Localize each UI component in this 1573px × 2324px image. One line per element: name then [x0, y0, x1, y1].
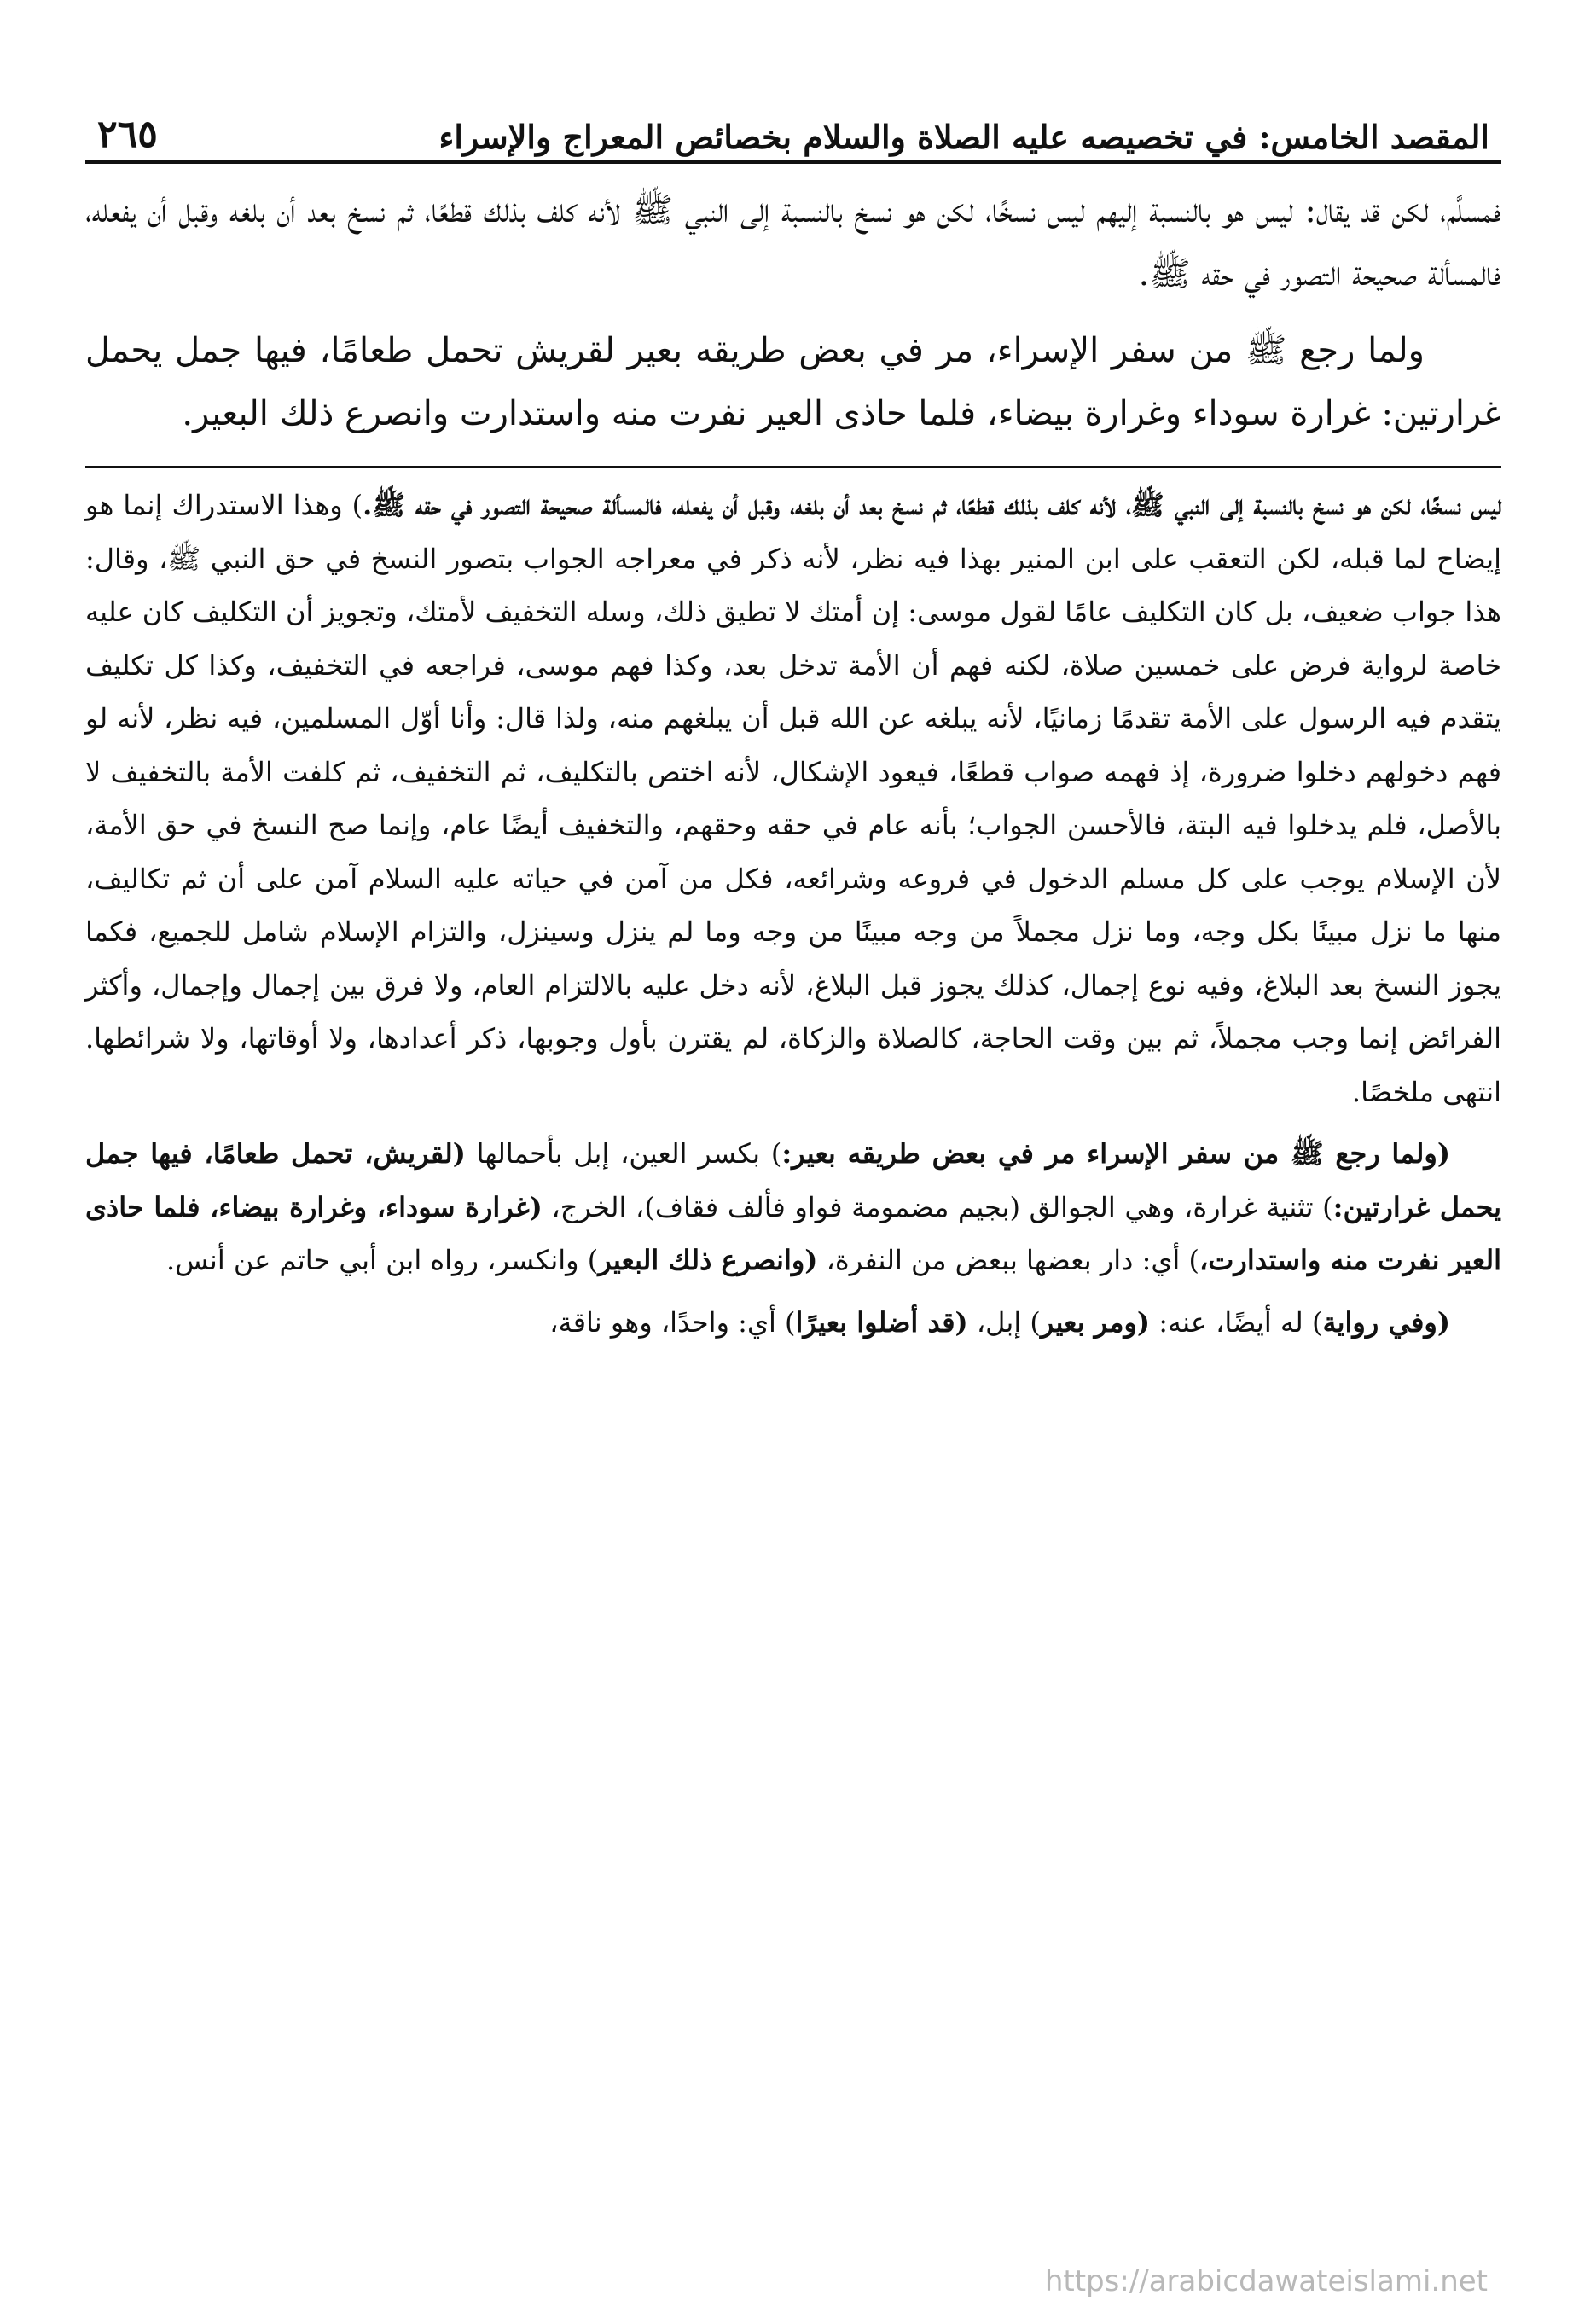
running-title: المقصد الخامس: في تخصيصه عليه الصلاة والسلام بخصائص المعراج والإسراء	[438, 118, 1489, 157]
commentary-text: ) إبل،	[967, 1305, 1041, 1339]
watermark: https://arabicdawateislami.net	[1044, 2264, 1488, 2298]
header-rule	[85, 160, 1501, 164]
commentary-quote: (لقريش، تحمل طعامًا، فيها جمل يحمل غرارتين:	[85, 1137, 1502, 1223]
main-paragraph: فمسلَّم، لكن قد يقال: ليس هو بالنسبة إليهم ليس نسخًا، لكن هو نسخ بالنسبة إلى النبي ﷺ لأنه كلف بذلك قطعًا، ثم نسخ بعد أن بلغه وقبل أن يفعله، فالمسألة صحيحة التصور في حقه ﷺ.	[85, 191, 1501, 293]
commentary-text: ) أي: دار بعضها ببعض من النفرة،	[817, 1244, 1199, 1276]
page-header	[85, 94, 1501, 155]
commentary-text: ) بكسر العين، إبل بأحمالها	[465, 1137, 782, 1170]
commentary-quote: (قد أضلوا بعيرًا	[795, 1305, 968, 1339]
commentary-text: ) أي: واحدًا، وهو ناقة،	[549, 1305, 796, 1339]
main-paragraph: ولما رجع ﷺ من سفر الإسراء، مر في بعض طريقه بعير لقريش تحمل طعامًا، فيها جمل يحمل غرارتين: غرارة سوداء وغرارة بيضاء، فلما حاذى العير نفرت منه واستدارت وانصرع ذلك البعير.	[85, 331, 1501, 433]
footnote-rule	[85, 466, 1501, 468]
commentary-quote: ليس نسخًا، لكن هو نسخ بالنسبة إلى النبي ﷺ، لأنه كلف بذلك قطعًا، ثم نسخ بعد أن بلغه، وقبل أن يفعله، فالمسألة صحيحة التصور في حقه ﷺ.	[363, 489, 1502, 521]
commentary-quote: (غرارة سوداء، وغرارة بيضاء، فلما حاذى العير نفرت منه واستدارت،	[85, 1190, 1501, 1276]
commentary-text: ) له أيضًا، عنه:	[1150, 1305, 1323, 1339]
commentary-paragraph	[85, 1127, 1501, 1287]
commentary-text: ) وانكسر، رواه ابن أبي حاتم عن أنس.	[165, 1244, 599, 1276]
commentary	[85, 479, 1501, 1349]
commentary-paragraph	[85, 1296, 1501, 1350]
commentary-quote: (وانصرع ذلك البعير	[598, 1244, 818, 1276]
page	[85, 94, 1501, 2278]
commentary-quote: (ومر بعير	[1040, 1305, 1151, 1339]
main-text	[85, 179, 1501, 445]
commentary-paragraph	[85, 479, 1501, 1118]
page-number: ٢٦٥	[97, 112, 158, 156]
commentary-quote: (ولما رجع ﷺ من سفر الإسراء مر في بعض طريقه بعير:	[781, 1137, 1451, 1170]
commentary-quote: (وفي رواية	[1322, 1305, 1450, 1339]
commentary-text: ) وهذا الاستدراك إنما هو إيضاح لما قبله، لكن التعقب على ابن المنير بهذا فيه نظر، لأنه ذكر في معراجه الجواب بتصور النسخ في حق النبي ﷺ، وقال: هذا جواب ضعيف، بل كان التكليف عامًا لقول موسى: إن أمتك لا تطيق ذلك، وسله التخفيف لأمتك، وتجويز أن التكليف كان عليه خاصة لرواية فرض على خمسين صلاة، لكنه فهم أن الأمة تدخل بعد، وكذا فهم موسى، فراجعه في التخفيف، وكذا كل تكليف يتقدم فيه الرسول على الأمة تقدمًا زمانيًا، لأنه يبلغه عن الله قبل أن يبلغهم منه، ولذا قال: وأنا أوّل المسلمين، فيه نظر، لأنه لو فهم دخولهم دخلوا ضرورة، إذ فهمه صواب قطعًا، فيعود الإشكال، لأنه اختص بالتكليف، ثم التخفيف، ثم كلفت الأمة بالتخفيف لا بالأصل، فلم يدخلوا فيه البتة، فالأحسن الجواب؛ بأنه عام في حقه وحقهم، والتخفيف أيضًا عام، وإنما صح النسخ في حق الأمة، لأن الإسلام يوجب على كل مسلم الدخول في فروعه وشرائعه، فكل من آمن في حياته عليه السلام آمن على أن ثم تكاليف، منها ما نزل مبينًا بكل وجه، وما نزل مجملاً من وجه مبينًا من وجه وما لم ينزل وسينزل، والتزام الإسلام شامل للجميع، فكما يجوز النسخ بعد البلاغ، وفيه نوع إجمال، كذلك يجوز قبل البلاغ، لأنه دخل عليه بالالتزام العام، ولا فرق بين إجمال وإجمال، وأكثر الفرائض إنما وجب مجملاً، ثم بين وقت الحاجة، كالصلاة والزكاة، لم يقترن بأول وجوبها، ذكر أعدادها، ولا أوقاتها، ولا شرائطها. انتهى ملخصًا.	[85, 489, 1502, 1108]
commentary-text: ) تثنية غرارة، وهي الجوالق (بجيم مضمومة فواو فألف فقاف)، الخرج،	[542, 1190, 1333, 1223]
